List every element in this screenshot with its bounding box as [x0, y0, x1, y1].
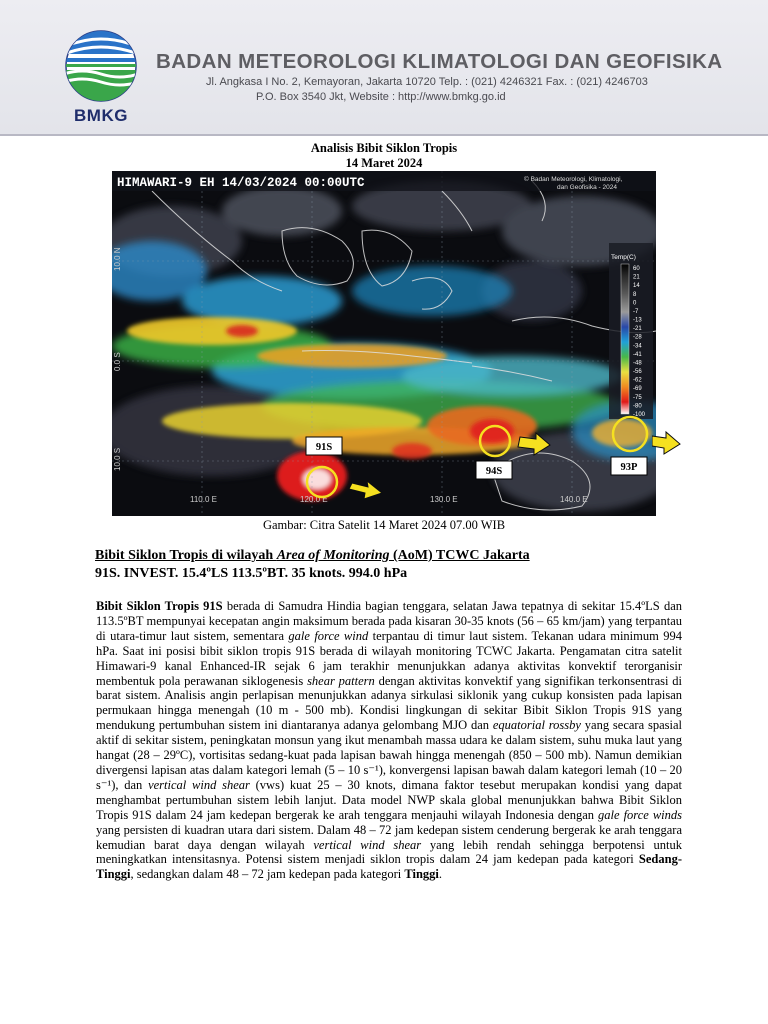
image-caption: Gambar: Citra Satelit 14 Maret 2024 07.00 WIB — [262, 518, 506, 532]
lat-label-10n: 10.0 N — [113, 247, 122, 271]
scale-tick-label: -69 — [633, 386, 642, 393]
section-heading: Bibit Siklon Tropis di wilayah Area of Monitoring (AoM) TCWC Jakarta — [95, 548, 530, 563]
label-94s: 94S — [485, 466, 503, 477]
org-name: BADAN METEOROLOGI KLIMATOLOGI DAN GEOFISIKA — [156, 50, 723, 73]
lat-label-10s: 10.0 S — [113, 447, 122, 471]
arrow-icon-93p-outer — [652, 430, 682, 460]
scale-tick-label: -48 — [633, 360, 642, 367]
lon-label-110: 110.0 E — [190, 495, 217, 504]
scale-tick-label: -75 — [633, 394, 642, 401]
scale-title: Temp(C) — [611, 254, 636, 261]
scale-tick-label: -41 — [633, 351, 642, 358]
scale-tick-label: 60 — [633, 266, 640, 272]
scale-tick-label: -21 — [633, 326, 642, 333]
scale-tick-label: 21 — [633, 274, 640, 281]
lat-label-0: 0.0 S — [113, 352, 122, 371]
satellite-credit-1: © Badan Meteorologi, Klimatologi, — [524, 176, 623, 183]
label-93p: 93P — [620, 462, 638, 473]
lon-label-120: 120.0 E — [300, 495, 328, 504]
letterhead-divider — [0, 134, 768, 136]
satellite-credit-2: dan Geofisika - 2024 — [557, 184, 617, 191]
scale-tick-label: 0 — [633, 300, 637, 307]
org-address-2: P.O. Box 3540 Jkt, Website : http://www.bmkg.go.id — [256, 91, 506, 103]
org-address: Jl. Angkasa I No. 2, Kemayoran, Jakarta 10720 Telp. : (021) 4246321 Fax. : (021) 4246703 — [206, 76, 648, 88]
document-date: 14 Maret 2024 — [345, 156, 423, 170]
lon-label-140: 140.0 E — [560, 495, 588, 504]
analysis-paragraph: Bibit Siklon Tropis 91S berada di Samudra Hindia bagian tenggara, selatan Jawa tepatnya di sekitar 15.4ºLS dan 113.5ºBT mempunyai kecepatan angin maksimum berada pada kisaran 30-35 knots (56 – 65 km/jam) yang terpantau di utara-timur laut sistem, sementara gale force wind terpantau di timur laut sistem. Tekanan udara minimum 994 hPa. Saat ini posisi bibit siklon tropis 91S berada di wilayah monitoring TCWC Jakarta. Pengamatan citra satelit Himawari-9 kanal Enhanced-IR sejak 6 jam terakhir menunjukkan adanya aktivitas konvektif terorganisir membentuk pola perawanan siklogenesis shear pattern dengan aktivitas konvektif yang signifikan terkonsentrasi di barat sistem. Analisis angin perlapisan menunjukkan adanya sirkulasi siklonik yang cukup konsisten pada lapisan permukaan hingga menengah (10 m - 500 mb). Kondisi lingkungan di sekitar Bibit Siklon Tropis 91S yang mendukung pertumbuhan sistem ini diantaranya adanya gelombang MJO dan equatorial rossby yang secara spasial aktif di sekitar sistem, peningkatan monsun yang ikut menambah massa udara ke dalam sistem, suhu muka laut yang hangat (28 – 29ºC), vortisitas sedang-kuat pada lapisan bawah hingga menengah (850 – 500 mb). Namun demikian divergensi lapisan atas dalam kategori lemah (5 – 10 s⁻¹), konvergensi lapisan bawah dalam kategori lemah (10 – 20 s⁻¹), dan vertical wind shear (vws) kuat 25 – 30 knots, dimana faktor tesebut merupakan kondisi yang dapat menghambat pertumbuhan sistem lebih lanjut. Data model NWP skala global menunjukkan bahwa Bibit Siklon Tropis 91S dalam 24 jam kedepan bergerak ke arah tenggara menjauhi wilayah Indonesia dengan gale force winds yang persisten di kuadran utara dari sistem. Dalam 48 – 72 jam kedepan sistem cenderung bergerak ke arah tenggara kemudian barat daya dengan wilayah vertical wind shear yang lebih rendah sehingga berpotensi untuk meningkatkan intensitasnya. Potensi sistem menjadi siklon tropis dalam 24 jam kedepan pada kategori Sedang-Tinggi, sedangkan dalam 48 – 72 jam kedepan pada kategori Tinggi. — [96, 599, 683, 882]
lon-label-130: 130.0 E — [430, 495, 458, 504]
scale-tick-label: -28 — [633, 334, 642, 341]
scale-tick-label: -80 — [633, 403, 642, 410]
scale-tick-label: -34 — [633, 343, 642, 350]
scale-tick-label: -13 — [633, 317, 642, 324]
scale-tick-label: -7 — [633, 308, 639, 315]
label-91s: 91S — [315, 442, 333, 453]
satellite-image — [112, 171, 656, 516]
scale-tick-label: 8 — [633, 291, 637, 298]
scale-tick-label: 14 — [633, 283, 640, 290]
scale-tick-label: -56 — [633, 369, 642, 376]
document-title: Analisis Bibit Siklon Tropis — [310, 141, 458, 155]
scale-tick-label: -62 — [633, 377, 642, 384]
temperature-scale — [609, 243, 653, 419]
bmkg-logo — [62, 30, 140, 102]
scale-tick-label: -100 — [633, 412, 646, 418]
section-subheading: 91S. INVEST. 15.4ºLS 113.5ºBT. 35 knots. 994.0 hPa — [95, 566, 408, 581]
satellite-heading: HIMAWARI-9 EH 14/03/2024 00:00UTC — [117, 176, 365, 190]
logo-text: BMKG — [74, 106, 128, 125]
